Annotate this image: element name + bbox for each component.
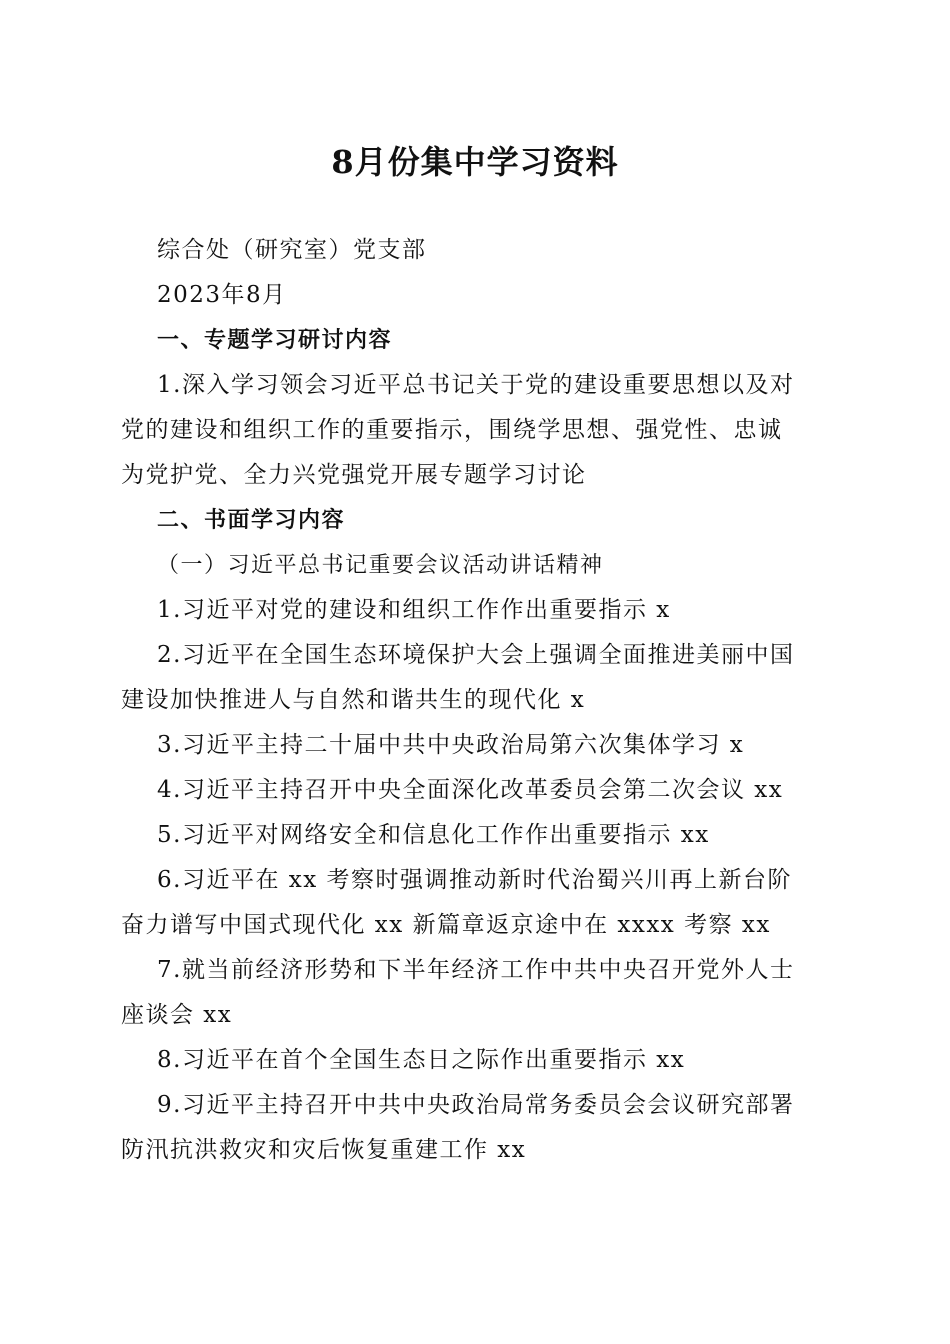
section2-subheading: （一）习近平总书记重要会议活动讲话精神: [157, 553, 604, 578]
section2-heading: 二、书面学习内容: [157, 508, 346, 533]
document-title: 8月份集中学习资料: [331, 143, 619, 181]
list-item-6-line1: 6.习近平在 xx 考察时强调推动新时代治蜀兴川再上新台阶: [157, 867, 793, 893]
list-item-9: [121, 1083, 829, 1128]
document-body: [121, 228, 829, 1173]
section1-item1: [121, 363, 829, 408]
list-item-8-line1: 8.习近平在首个全国生态日之际作出重要指示 xx: [157, 1047, 686, 1073]
list-item-4-line1: 4.习近平主持召开中央全面深化改革委员会第二次会议 xx: [157, 777, 784, 803]
section1-item1-cont: [121, 408, 829, 498]
list-item-4: [121, 768, 829, 813]
list-item-9-cont: [121, 1128, 829, 1173]
list-item-9-line2: 防汛抗洪救灾和灾后恢复重建工作 xx: [121, 1137, 527, 1163]
list-item-7-line1: 7.就当前经济形势和下半年经济工作中共中央召开党外人士: [157, 957, 795, 983]
list-item-6-cont: [121, 903, 829, 948]
list-item-6-line2: 奋力谱写中国式现代化 xx 新篇章返京途中在 xxxx 考察 xx: [121, 912, 771, 938]
list-item-9-line1: 9.习近平主持召开中共中央政治局常务委员会会议研究部署: [157, 1092, 795, 1118]
list-item-6: [121, 858, 829, 903]
list-item-7-line2: 座谈会 xx: [121, 1002, 233, 1028]
section1-item1-line2: 党的建设和组织工作的重要指示，围绕学思想、强党性、忠诚: [121, 417, 783, 443]
list-item-1: [121, 588, 829, 633]
section1-item1-line3: 为党护党、全力兴党强党开展专题学习讨论: [121, 462, 587, 488]
list-item-2-cont: [121, 678, 829, 723]
list-item-7-cont: [121, 993, 829, 1038]
list-item-3: [121, 723, 829, 768]
list-item-1-line1: 1.习近平对党的建设和组织工作作出重要指示 x: [157, 597, 671, 623]
section1-item1-line1: 1.深入学习领会习近平总书记关于党的建设重要思想以及对: [157, 372, 795, 398]
org-line: 综合处（研究室）党支部: [157, 237, 427, 263]
date-line: 2023年8月: [157, 282, 287, 308]
list-item-7: [121, 948, 829, 993]
list-item-5-line1: 5.习近平对网络安全和信息化工作作出重要指示 xx: [157, 822, 710, 848]
list-item-2-line2: 建设加快推进人与自然和谐共生的现代化 x: [121, 687, 586, 713]
list-item-2: [121, 633, 829, 678]
list-item-3-line1: 3.习近平主持二十届中共中央政治局第六次集体学习 x: [157, 732, 745, 758]
list-item-8: [121, 1038, 829, 1083]
section1-heading: 一、专题学习研讨内容: [157, 328, 393, 353]
list-item-2-line1: 2.习近平在全国生态环境保护大会上强调全面推进美丽中国: [157, 642, 795, 668]
list-item-5: [121, 813, 829, 858]
